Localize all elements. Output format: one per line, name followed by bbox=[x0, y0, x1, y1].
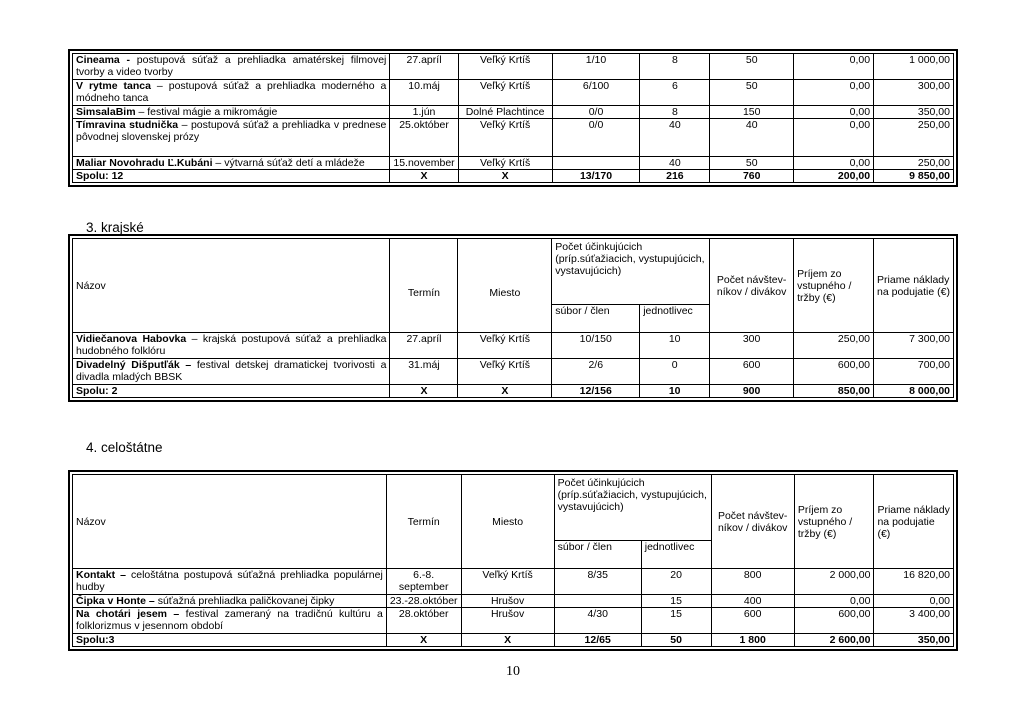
total-label: Spolu: 12 bbox=[73, 170, 390, 183]
total-individuals: 10 bbox=[640, 385, 710, 398]
table-county-events bbox=[72, 238, 954, 398]
costs: 250,00 bbox=[874, 157, 954, 170]
table-row bbox=[73, 569, 954, 595]
table-row bbox=[73, 106, 954, 119]
total-costs: 9 850,00 bbox=[874, 170, 954, 183]
visitors: 50 bbox=[710, 80, 794, 106]
individuals: 20 bbox=[641, 569, 711, 595]
costs: 300,00 bbox=[874, 80, 954, 106]
table-header-row bbox=[73, 239, 954, 305]
total-income: 850,00 bbox=[794, 385, 874, 398]
event-name: SimsalaBim – festival mágie a mikromágie bbox=[73, 106, 390, 119]
group-members: 0/0 bbox=[552, 106, 640, 119]
total-place: X bbox=[458, 385, 552, 398]
event-date: 15.november bbox=[390, 157, 458, 170]
individuals: 10 bbox=[640, 333, 710, 359]
group-members: 2/6 bbox=[552, 359, 640, 385]
total-income: 2 600,00 bbox=[794, 634, 874, 647]
event-place: Veľký Krtíš bbox=[458, 359, 552, 385]
table-row bbox=[73, 359, 954, 385]
total-row bbox=[73, 385, 954, 398]
event-place: Hrušov bbox=[461, 595, 554, 608]
table-row bbox=[73, 595, 954, 608]
header-visitors: Počet návštev-níkov / divákov bbox=[711, 475, 794, 569]
header-date: Termín bbox=[386, 475, 461, 569]
individuals: 15 bbox=[641, 608, 711, 634]
header-performers: Počet účinkujúcich (príp.súťažiacich, vystupujúcich, vystavujúcich) bbox=[552, 239, 710, 305]
visitors: 600 bbox=[710, 359, 794, 385]
event-date: 25.október bbox=[390, 119, 458, 157]
table-row bbox=[73, 333, 954, 359]
income: 0,00 bbox=[794, 157, 874, 170]
costs: 700,00 bbox=[874, 359, 954, 385]
total-costs: 8 000,00 bbox=[874, 385, 954, 398]
table1-body bbox=[73, 54, 954, 183]
total-group-members: 13/170 bbox=[552, 170, 640, 183]
income: 250,00 bbox=[794, 333, 874, 359]
table-header-row bbox=[73, 475, 954, 541]
group-members: 4/30 bbox=[554, 608, 641, 634]
total-date: X bbox=[386, 634, 461, 647]
event-date: 27.apríl bbox=[390, 333, 458, 359]
table3-body bbox=[73, 475, 954, 647]
section-title-national: 4. celoštátne bbox=[86, 440, 163, 455]
income: 600,00 bbox=[794, 608, 874, 634]
header-individuals: jednotlivec bbox=[641, 541, 711, 569]
table-row bbox=[73, 80, 954, 106]
event-place: Hrušov bbox=[461, 608, 554, 634]
visitors: 800 bbox=[711, 569, 794, 595]
event-name: Divadelný Dišputľák – festival detskej dramatickej tvorivosti a divadla mladých BBSK bbox=[73, 359, 390, 385]
header-income: Príjem zo vstupného / tržby (€) bbox=[794, 239, 874, 333]
total-place: X bbox=[461, 634, 554, 647]
income: 2 000,00 bbox=[794, 569, 874, 595]
event-date: 23.-28.október bbox=[386, 595, 461, 608]
event-name: Čipka v Honte – súťažná prehliadka paličkovanej čipky bbox=[73, 595, 387, 608]
table-row bbox=[73, 608, 954, 634]
event-date: 31.máj bbox=[390, 359, 458, 385]
group-members bbox=[554, 595, 641, 608]
event-date: 10.máj bbox=[390, 80, 458, 106]
event-name: Vidiečanova Habovka – krajská postupová súťaž a prehliadka hudobného folklóru bbox=[73, 333, 390, 359]
event-place: Veľký Krtíš bbox=[458, 333, 552, 359]
costs: 16 820,00 bbox=[874, 569, 954, 595]
individuals: 0 bbox=[640, 359, 710, 385]
income: 0,00 bbox=[794, 106, 874, 119]
total-date: X bbox=[390, 385, 458, 398]
header-name: Názov bbox=[73, 475, 387, 569]
event-name: Maliar Novohradu Ľ.Kubáni – výtvarná súťaž detí a mládeže bbox=[73, 157, 390, 170]
group-members: 10/150 bbox=[552, 333, 640, 359]
total-row bbox=[73, 170, 954, 183]
visitors: 150 bbox=[710, 106, 794, 119]
group-members bbox=[552, 157, 640, 170]
costs: 0,00 bbox=[874, 595, 954, 608]
total-costs: 350,00 bbox=[874, 634, 954, 647]
visitors: 300 bbox=[710, 333, 794, 359]
header-costs: Priame náklady na podujatie (€) bbox=[874, 475, 954, 569]
total-visitors: 900 bbox=[710, 385, 794, 398]
header-name: Názov bbox=[73, 239, 390, 333]
event-date: 28.október bbox=[386, 608, 461, 634]
total-individuals: 50 bbox=[641, 634, 711, 647]
header-visitors: Počet návštev-níkov / divákov bbox=[710, 239, 794, 333]
event-date: 27.apríl bbox=[390, 54, 458, 80]
event-place: Veľký Krtíš bbox=[461, 569, 554, 595]
total-place: X bbox=[458, 170, 552, 183]
header-group-members: súbor / člen bbox=[552, 305, 640, 333]
income: 0,00 bbox=[794, 54, 874, 80]
event-date: 1.jún bbox=[390, 106, 458, 119]
total-label: Spolu: 2 bbox=[73, 385, 390, 398]
event-name: Tímravina studnička – postupová súťaž a prehliadka v prednese pôvodnej slovenskej prózy bbox=[73, 119, 390, 157]
event-name: Na chotári jesem – festival zameraný na tradičnú kultúru a folklorizmus v jesennom období bbox=[73, 608, 387, 634]
costs: 3 400,00 bbox=[874, 608, 954, 634]
table-row bbox=[73, 54, 954, 80]
total-income: 200,00 bbox=[794, 170, 874, 183]
header-place: Miesto bbox=[461, 475, 554, 569]
total-label: Spolu:3 bbox=[73, 634, 387, 647]
costs: 1 000,00 bbox=[874, 54, 954, 80]
costs: 7 300,00 bbox=[874, 333, 954, 359]
visitors: 50 bbox=[710, 54, 794, 80]
total-individuals: 216 bbox=[640, 170, 710, 183]
visitors: 50 bbox=[710, 157, 794, 170]
visitors: 400 bbox=[711, 595, 794, 608]
page-number: 10 bbox=[506, 664, 520, 679]
event-place: Veľký Krtíš bbox=[458, 80, 552, 106]
visitors: 600 bbox=[711, 608, 794, 634]
individuals: 6 bbox=[640, 80, 710, 106]
income: 600,00 bbox=[794, 359, 874, 385]
table-row bbox=[73, 119, 954, 157]
header-group-members: súbor / člen bbox=[554, 541, 641, 569]
group-members: 8/35 bbox=[554, 569, 641, 595]
income: 0,00 bbox=[794, 595, 874, 608]
group-members: 6/100 bbox=[552, 80, 640, 106]
income: 0,00 bbox=[794, 80, 874, 106]
event-place: Veľký Krtíš bbox=[458, 54, 552, 80]
individuals: 8 bbox=[640, 106, 710, 119]
total-group-members: 12/65 bbox=[554, 634, 641, 647]
event-place: Dolné Plachtince bbox=[458, 106, 552, 119]
event-name: V rytme tanca – postupová súťaž a prehliadka moderného a módneho tanca bbox=[73, 80, 390, 106]
individuals: 40 bbox=[640, 119, 710, 157]
group-members: 0/0 bbox=[552, 119, 640, 157]
total-date: X bbox=[390, 170, 458, 183]
header-place: Miesto bbox=[458, 239, 552, 333]
event-place: Veľký Krtíš bbox=[458, 157, 552, 170]
visitors: 40 bbox=[710, 119, 794, 157]
event-name: Kontakt – celoštátna postupová súťažná prehliadka populárnej hudby bbox=[73, 569, 387, 595]
costs: 250,00 bbox=[874, 119, 954, 157]
header-performers: Počet účinkujúcich (príp.súťažiacich, vystupujúcich, vystavujúcich) bbox=[554, 475, 711, 541]
header-costs: Priame náklady na podujatie (€) bbox=[874, 239, 954, 333]
costs: 350,00 bbox=[874, 106, 954, 119]
header-date: Termín bbox=[390, 239, 458, 333]
total-group-members: 12/156 bbox=[552, 385, 640, 398]
event-name: Cineama - postupová súťaž a prehliadka amatérskej filmovej tvorby a video tvorby bbox=[73, 54, 390, 80]
individuals: 40 bbox=[640, 157, 710, 170]
table2-body bbox=[73, 239, 954, 398]
header-income: Príjem zo vstupného / tržby (€) bbox=[794, 475, 874, 569]
total-visitors: 760 bbox=[710, 170, 794, 183]
section-title-regional: 3. krajské bbox=[86, 220, 144, 235]
individuals: 8 bbox=[640, 54, 710, 80]
total-visitors: 1 800 bbox=[711, 634, 794, 647]
table-regional-events bbox=[72, 53, 954, 183]
event-date: 6.-8. september bbox=[386, 569, 461, 595]
header-individuals: jednotlivec bbox=[640, 305, 710, 333]
group-members: 1/10 bbox=[552, 54, 640, 80]
income: 0,00 bbox=[794, 119, 874, 157]
individuals: 15 bbox=[641, 595, 711, 608]
total-row bbox=[73, 634, 954, 647]
table-national-events bbox=[72, 474, 954, 647]
table-row bbox=[73, 157, 954, 170]
event-place: Veľký Krtíš bbox=[458, 119, 552, 157]
